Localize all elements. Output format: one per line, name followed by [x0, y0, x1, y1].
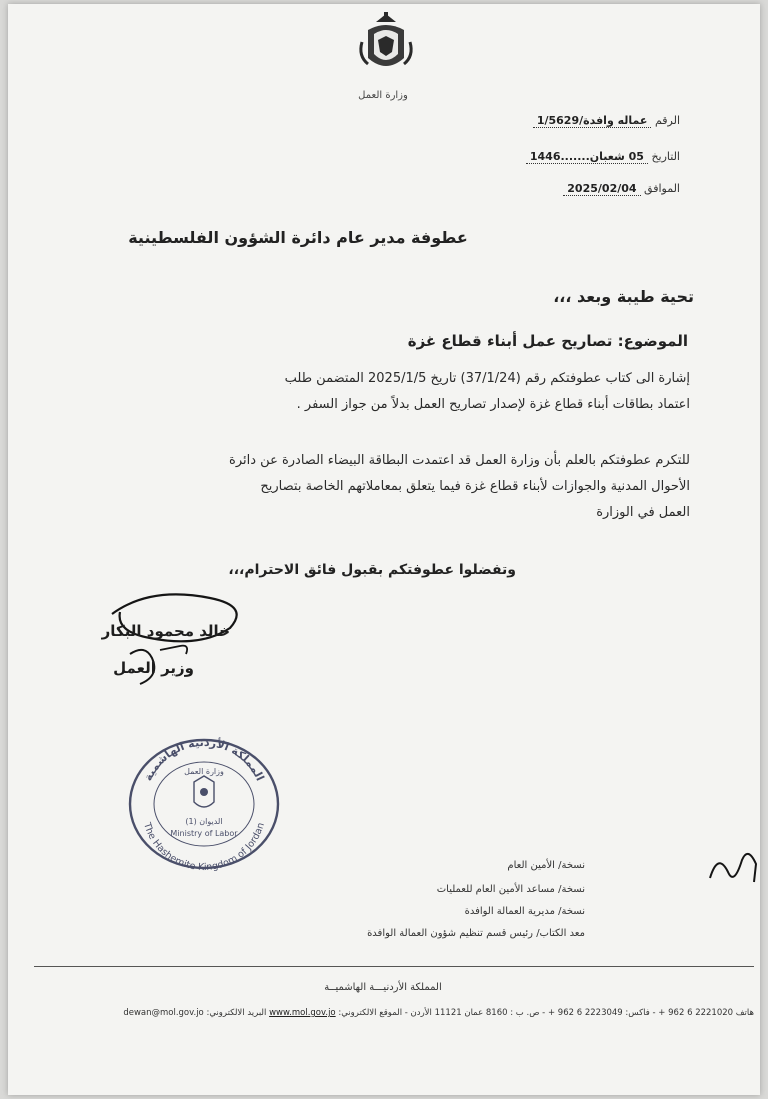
closing-line: وتفضلوا عطوفتكم بقبول فائق الاحترام،،،: [228, 562, 516, 578]
letter-page: [8, 4, 760, 1095]
hijri-date-value: 05 شعبان.......1446: [526, 150, 648, 164]
addressee: عطوفة مدير عام دائرة الشؤون الفلسطينية: [128, 228, 468, 247]
subject-line: الموضوع: تصاريح عمل أبناء قطاع غزة: [407, 332, 688, 350]
cc-item: نسخة/ الأمين العام: [507, 860, 585, 871]
cc-item: نسخة/ مساعد الأمين العام للعمليات: [436, 884, 585, 895]
official-seal-icon: [124, 734, 284, 874]
paragraph-line: اعتماد بطاقات أبناء قطاع غزة لإصدار تصاريح العمل بدلاً من جواز السفر .: [296, 397, 690, 412]
footer-divider: [34, 966, 754, 967]
footer-website-label: الموقع الالكتروني:: [338, 1008, 403, 1018]
paragraph-line: للتكرم عطوفتكم بالعلم بأن وزارة العمل قد اعتمدت البطاقة البيضاء الصادرة عن دائرة: [229, 453, 690, 468]
signer-name: خالد محمود البكار: [101, 622, 230, 640]
seal-english-kingdom: The Hashemite Kingdom of Jordan: [141, 821, 267, 874]
body-paragraph-1: [80, 366, 690, 418]
reference-label: الرقم: [654, 114, 680, 127]
cc-item: معد الكتاب/ رئيس قسم تنظيم شؤون العمالة الوافدة: [367, 928, 585, 939]
signer-title: وزير العمل: [113, 659, 194, 677]
date-label: التاريخ: [651, 150, 680, 163]
seal-diwan: الديوان (1): [185, 817, 223, 826]
seal-english-ministry: Ministry of Labor: [170, 829, 238, 838]
paragraph-line: العمل في الوزارة: [596, 505, 690, 520]
gregorian-date: [563, 182, 680, 195]
footer-email-link[interactable]: dewan@mol.gov.jo: [123, 1008, 204, 1018]
cc-item: نسخة/ مديرية العمالة الوافدة: [464, 906, 585, 917]
ministry-name: وزارة العمل: [358, 90, 408, 101]
jordan-crest-icon: [354, 12, 418, 76]
footer-country: المملكة الأردنيـــة الهاشميــة: [324, 982, 442, 993]
reference-number: [533, 114, 680, 127]
footer-contact: هاتف 2221020 6 962 + - فاكس: 2223049 6 962 + - ص. ب : 8160 عمان 11121 الأردن - الموقع الالكتروني: www.mol.gov.jo البريد الالكتروني: dewan@mol.gov.jo: [123, 1008, 754, 1018]
seal-arabic-ministry: وزارة العمل: [184, 767, 224, 776]
initials-mark-icon: [704, 842, 760, 892]
body-paragraph-2: [80, 448, 690, 526]
gregorian-date-value: 2025/02/04: [563, 182, 640, 196]
footer-pobox: ص. ب : 8160 عمان 11121 الأردن: [410, 1008, 540, 1018]
reference-value: عماله وافدة/1/5629: [533, 114, 652, 128]
footer-email-label: البريد الالكتروني:: [206, 1008, 267, 1018]
footer-website-link[interactable]: www.mol.gov.jo: [269, 1008, 336, 1018]
paragraph-line: إشارة الى كتاب عطوفتكم رقم (37/1/24) تاريخ 2025/1/5 المتضمن طلب: [284, 371, 690, 386]
hijri-date: [526, 150, 680, 163]
paragraph-line: الأحوال المدنية والجوازات لأبناء قطاع غزة فيما يتعلق بمعاملاتهم الخاصة بتصاريح: [260, 479, 690, 494]
greeting: تحية طيبة وبعد ،،،: [553, 287, 694, 306]
footer-phone: هاتف 2221020 6 962 +: [658, 1008, 754, 1018]
seal-arabic-kingdom: المملكة الأردنية الهاشمية: [141, 735, 267, 783]
footer-fax: فاكس: 2223049 6 962 +: [547, 1008, 650, 1018]
gregorian-label: الموافق: [644, 182, 680, 195]
